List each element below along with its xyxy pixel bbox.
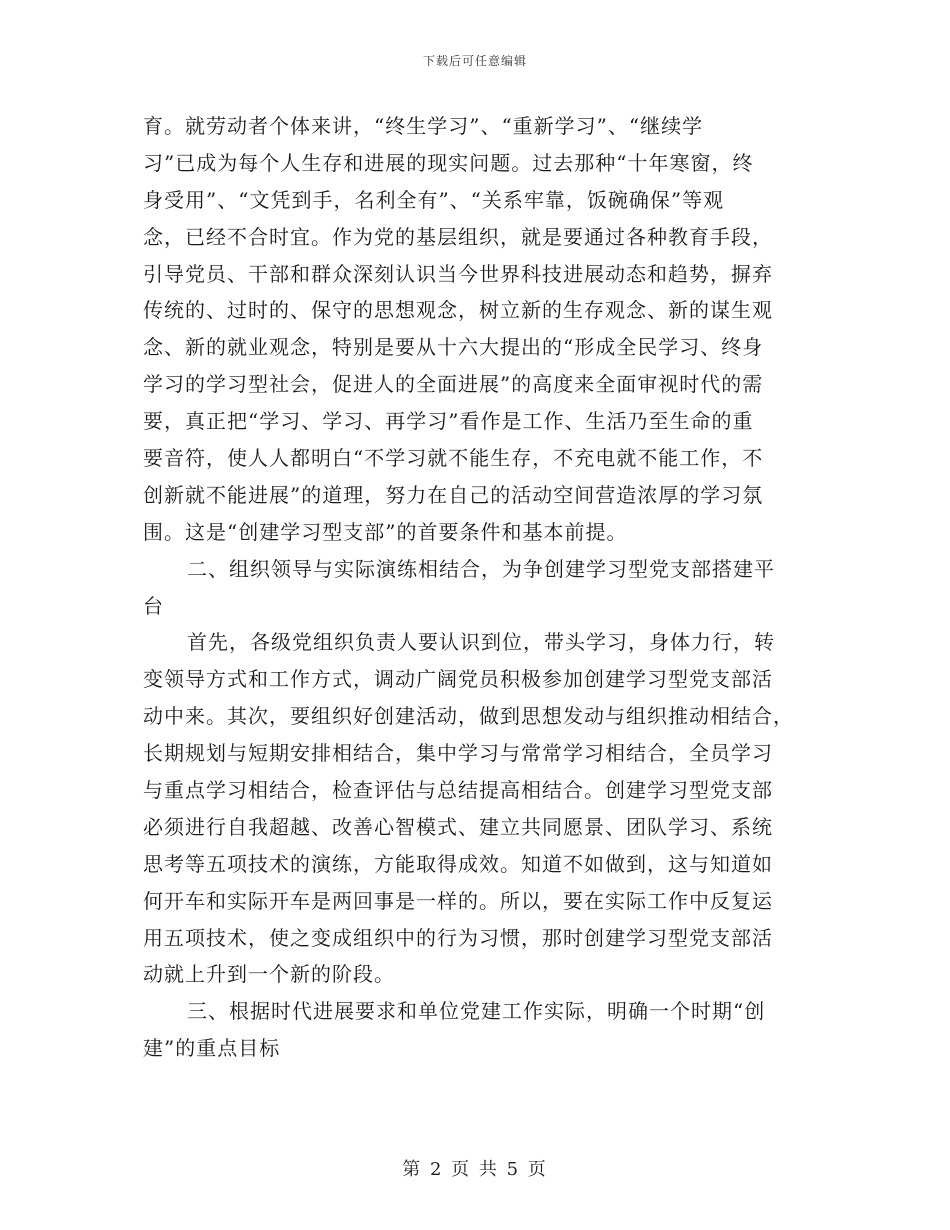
text-line: 动中来。其次，要组织好创建活动，做到思想发动与组织推动相结合，: [143, 704, 794, 729]
section-heading-line: 二、组织领导与实际演练相结合，为争创建学习型党支部搭建平: [187, 556, 775, 581]
text-line: 学习的学习型社会，促进人的全面进展”的高度来全面审视时代的需: [143, 372, 764, 397]
text-line: 要音符，使人人都明白“不学习就不能生存，不充电就不能工作，不: [143, 446, 764, 471]
text-line: 传统的、过时的、保守的思想观念，树立新的生存观念、新的谋生观: [143, 298, 773, 323]
text-line: 思考等五项技术的演练，方能取得成效。知道不如做到，这与知道如: [143, 851, 773, 876]
text-line: 引导党员、干部和群众深刻认识当今世界科技进展动态和趋势，摒弃: [143, 261, 773, 286]
text-line: 身受用”、“文凭到手，名利全有”、“关系牢靠，饭碗确保”等观: [143, 187, 725, 212]
text-line: 念、新的就业观念，特别是要从十六大提出的“形成全民学习、终身: [143, 335, 764, 360]
text-line: 与重点学习相结合，检查评估与总结提高相结合。创建学习型党支部: [143, 778, 773, 803]
section-heading-line: 台: [143, 593, 164, 618]
text-line: 变领导方式和工作方式，调动广阔党员积极参加创建学习型党支部活: [143, 667, 773, 692]
text-line: 围。这是“创建学习型支部”的首要条件和基本前提。: [143, 519, 628, 544]
text-line: 创新就不能进展”的道理，努力在自己的活动空间营造浓厚的学习氛: [143, 482, 764, 507]
text-line: 必须进行自我超越、改善心智模式、建立共同愿景、团队学习、系统: [143, 814, 773, 839]
text-line: 念，已经不合时宜。作为党的基层组织，就是要通过各种教育手段，: [143, 224, 773, 249]
section-heading-line: 三、根据时代进展要求和单位党建工作实际，明确一个时期“创: [187, 999, 766, 1024]
document-body: [143, 108, 823, 1067]
text-line: 用五项技术，使之变成组织中的行为习惯，那时创建学习型党支部活: [143, 925, 773, 950]
text-line: 动就上升到一个新的阶段。: [143, 962, 395, 987]
text-line: 要，真正把“学习、学习、再学习”看作是工作、生活乃至生命的重: [143, 409, 754, 434]
page-header: 下载后可任意编辑: [422, 54, 527, 68]
text-line: 长期规划与短期安排相结合，集中学习与常常学习相结合，全员学习: [143, 741, 773, 766]
page-number: 第 2 页 共 5 页: [402, 1159, 548, 1180]
section-heading-line: 建”的重点目标: [143, 1036, 281, 1061]
text-line: 育。就劳动者个体来讲，“终生学习”、“重新学习”、“继续学: [143, 114, 704, 138]
text-line: 何开车和实际开车是两回事是一样的。所以，要在实际工作中反复运: [143, 888, 773, 913]
text-line: 习”已成为每个人生存和进展的现实问题。过去那种“十年寒窗，终: [143, 150, 754, 175]
text-line: 首先，各级党组织负责人要认识到位，带头学习，身体力行，转: [187, 630, 775, 655]
